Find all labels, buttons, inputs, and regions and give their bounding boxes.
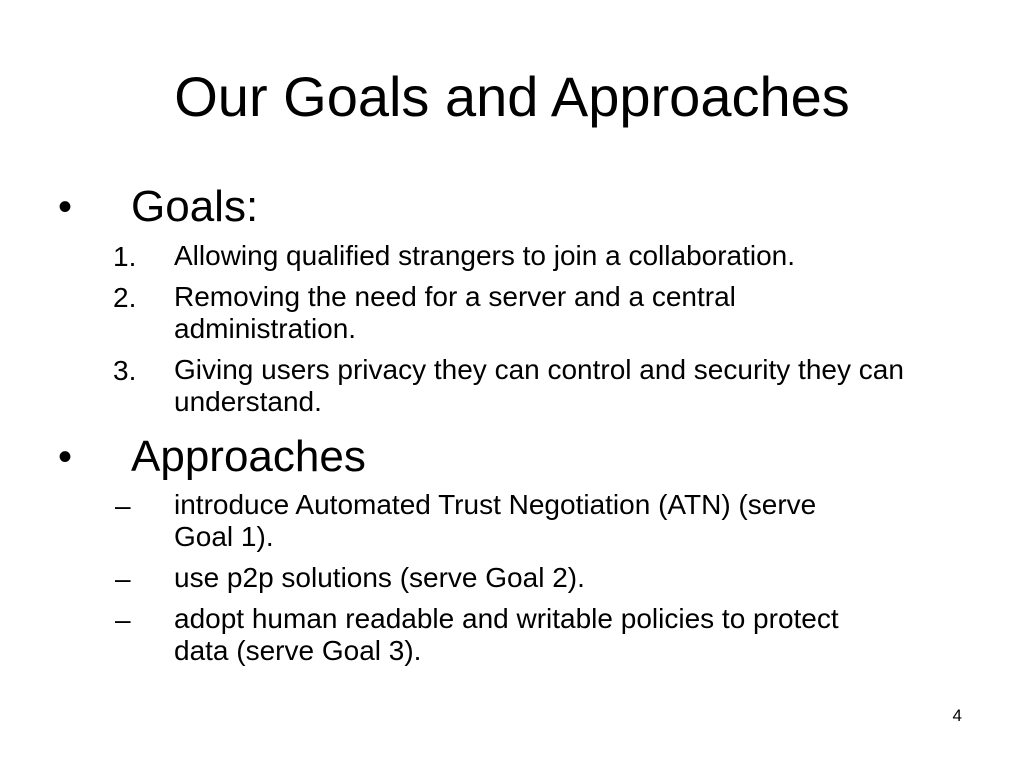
bullet-icon: • [58,185,73,229]
approach-text: introduce Automated Trust Negotiation (ATN) (serve Goal 1). [174,489,817,552]
goal-number: 1. [113,241,137,272]
dash-icon: – [115,604,131,635]
goal-text: Allowing qualified strangers to join a collaboration. [174,240,796,271]
goals-label: Goals: [131,182,259,231]
approaches-label: Approaches [131,432,366,481]
goal-text: Giving users privacy they can control and security they can understand. [174,354,904,417]
slide-title: Our Goals and Approaches [174,65,850,128]
goal-number: 2. [113,282,137,313]
dash-icon: – [115,490,131,521]
dash-icon: – [115,563,131,594]
approach-text: use p2p solutions (serve Goal 2). [174,562,585,593]
approach-text: adopt human readable and writable policies to protect data (serve Goal 3). [174,603,839,666]
bullet-icon: • [58,435,73,479]
goal-number: 3. [113,355,137,386]
page-number: 4 [952,706,962,725]
goal-text: Removing the need for a server and a central administration. [174,281,736,344]
